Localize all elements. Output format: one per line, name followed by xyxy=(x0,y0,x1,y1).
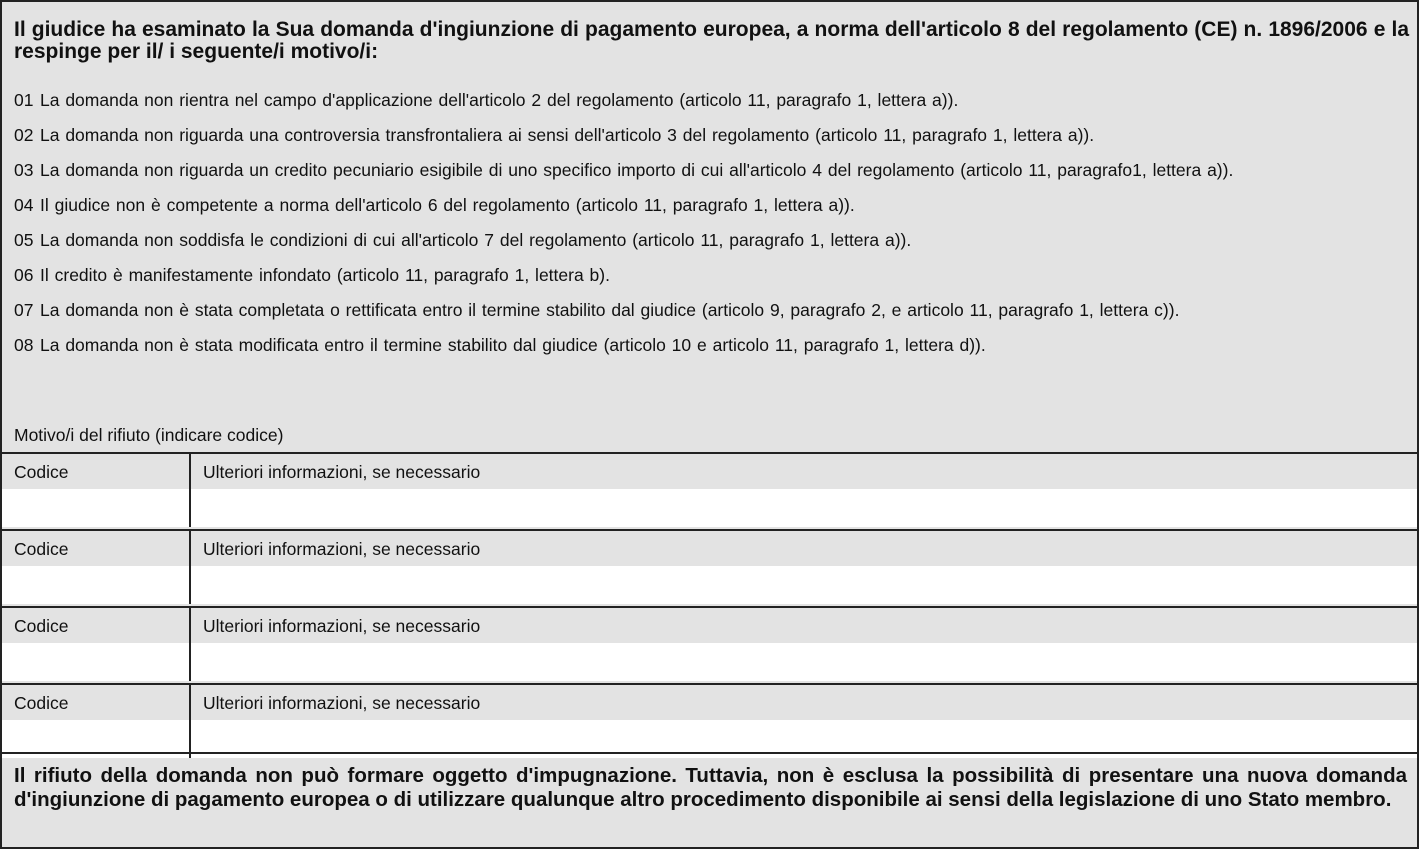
reason-text: La domanda non riguarda un credito pecuniario esigibile di uno specifico importo di cui all'articolo 4 del regolamento (articolo 11, paragrafo1, lettera a)). xyxy=(40,160,1234,180)
table-row xyxy=(2,683,1417,760)
reason-item xyxy=(14,90,1409,111)
reason-text: La domanda non riguarda una controversia transfrontaliera ai sensi dell'articolo 3 del regolamento (articolo 11, paragrafo 1, lettera a)). xyxy=(40,125,1095,145)
code-field[interactable] xyxy=(2,489,191,527)
reason-text: Il credito è manifestamente infondato (articolo 11, paragrafo 1, lettera b). xyxy=(40,265,610,285)
info-field[interactable] xyxy=(191,489,1417,527)
reason-item xyxy=(14,195,1409,216)
reason-item xyxy=(14,230,1409,251)
code-label: Codice xyxy=(2,685,191,720)
reason-code: 08 xyxy=(14,335,34,355)
info-field[interactable] xyxy=(191,566,1417,604)
code-label: Codice xyxy=(2,531,191,566)
reason-text: La domanda non soddisfa le condizioni di cui all'articolo 7 del regolamento (articolo 11, paragrafo 1, lettera a)). xyxy=(40,230,912,250)
reason-code: 07 xyxy=(14,300,34,320)
reason-item xyxy=(14,160,1409,181)
section-title: Il giudice ha esaminato la Sua domanda d'ingiunzione di pagamento europea, a norma dell'articolo 8 del regolamento (CE) n. 1896/2006 e la respinge per il/ i seguente/i motivo/i: xyxy=(14,18,1409,63)
reason-code: 01 xyxy=(14,90,34,110)
table-row xyxy=(2,452,1417,529)
table-row xyxy=(2,606,1417,683)
code-label: Codice xyxy=(2,608,191,643)
code-field[interactable] xyxy=(2,643,191,681)
code-label: Codice xyxy=(2,454,191,489)
reason-item xyxy=(14,335,1409,356)
footer-text: Il rifiuto della domanda non può formare oggetto d'impugnazione. Tuttavia, non è esclusa la possibilità di presentare una nuova domanda d'ingiunzione di pagamento europea o di utilizzare qualunque altro procedimento disponibile ai sensi della legislazione di uno Stato membro. xyxy=(14,764,1407,811)
reason-text: La domanda non rientra nel campo d'applicazione dell'articolo 2 del regolamento (articolo 11, paragrafo 1, lettera a)). xyxy=(40,90,959,110)
reason-code: 06 xyxy=(14,265,34,285)
footer-notice xyxy=(2,752,1417,849)
reason-code: 05 xyxy=(14,230,34,250)
reason-code: 03 xyxy=(14,160,34,180)
info-label: Ulteriori informazioni, se necessario xyxy=(203,693,481,713)
reasons-table xyxy=(2,452,1417,760)
reason-item xyxy=(14,265,1409,286)
info-label: Ulteriori informazioni, se necessario xyxy=(203,462,481,482)
reason-text: Il giudice non è competente a norma dell'articolo 6 del regolamento (articolo 11, paragrafo 1, lettera a)). xyxy=(40,195,855,215)
reason-code: 04 xyxy=(14,195,34,215)
info-field[interactable] xyxy=(191,643,1417,681)
reason-item xyxy=(14,300,1409,321)
info-label: Ulteriori informazioni, se necessario xyxy=(203,616,481,636)
table-row xyxy=(2,529,1417,606)
reasons-list xyxy=(14,90,1409,370)
motivo-label: Motivo/i del rifiuto (indicare codice) xyxy=(14,425,284,445)
reason-code: 02 xyxy=(14,125,34,145)
reason-text: La domanda non è stata modificata entro il termine stabilito dal giudice (articolo 10 e articolo 11, paragrafo 1, lettera d)). xyxy=(40,335,986,355)
code-field[interactable] xyxy=(2,566,191,604)
reason-item xyxy=(14,125,1409,146)
reason-text: La domanda non è stata completata o rettificata entro il termine stabilito dal giudice (articolo 9, paragrafo 2, e articolo 11, paragrafo 1, lettera c)). xyxy=(40,300,1180,320)
info-label: Ulteriori informazioni, se necessario xyxy=(203,539,481,559)
